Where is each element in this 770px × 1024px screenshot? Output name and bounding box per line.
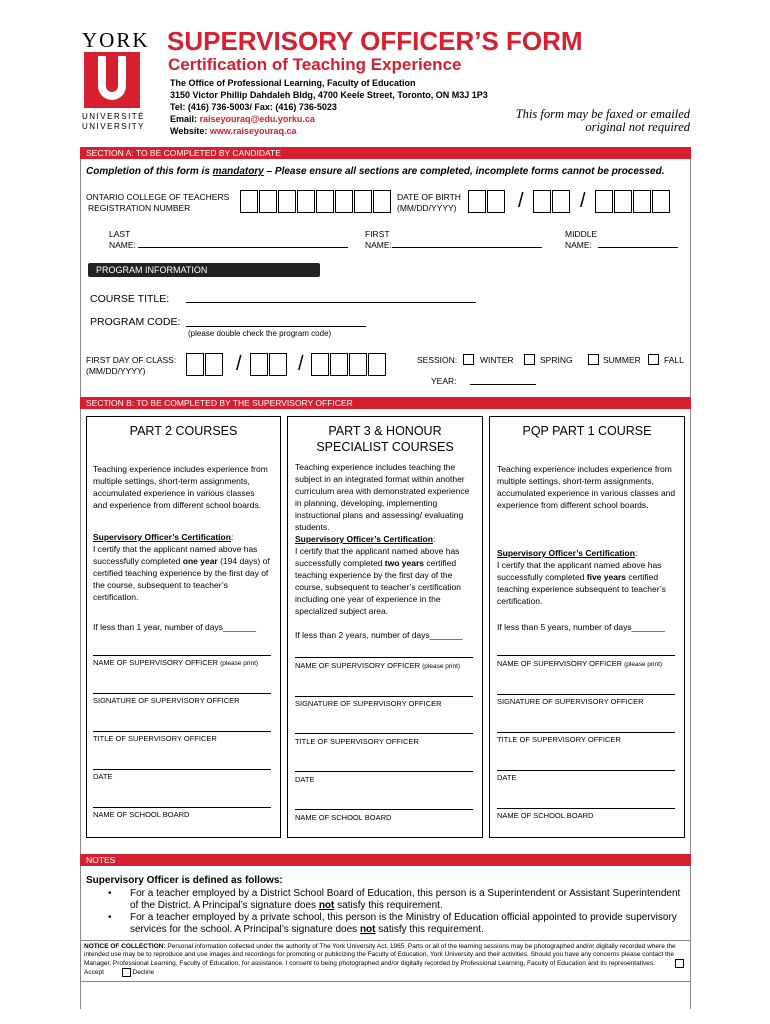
part2-date-field[interactable]	[93, 769, 271, 770]
spring-label: SPRING	[540, 355, 573, 365]
accept-label: Accept	[84, 969, 104, 977]
part2-intro: Teaching experience includes experience from multiple settings, short-term assignments, accumulated experience in various classes and experience from different school boards.	[93, 464, 268, 510]
york-u-logo	[84, 52, 140, 108]
pqp-title-field[interactable]	[497, 732, 675, 733]
last-name-label: LAST NAME:	[109, 229, 136, 250]
pqp-name-field[interactable]	[497, 655, 675, 656]
spring-checkbox[interactable]	[524, 354, 535, 365]
pqp-board-label: NAME OF SCHOOL BOARD	[497, 811, 594, 820]
winter-checkbox[interactable]	[463, 354, 474, 365]
program-code-field[interactable]	[186, 326, 366, 327]
last-name-field[interactable]	[138, 247, 348, 248]
program-code-note: (please double check the program code)	[188, 329, 332, 338]
decline-checkbox[interactable]	[122, 968, 131, 977]
notice-of-collection: NOTICE OF COLLECTION: Personal information collected under the authority of The York University Act, 1965. Parts or all of the learning sessions may be photographed and/or digitally recorded where the intended use may be to reproduce and use images and recordings for promoting or publicizing the Faculty of Education, York University and their activities. Should you have any concerns please contact the Manager, Professional Learning, Faculty of Education, for assistance. I consent to being photographed and/or digitally recorded by Professional Learning, Faculty of Education and its representatives. Accept Decline	[80, 940, 691, 982]
part3-title-field[interactable]	[295, 733, 473, 734]
middle-name-label: MIDDLE NAME:	[565, 229, 598, 250]
part2-days: If less than 1 year, number of days_______	[93, 622, 257, 632]
part2-title-label: TITLE OF SUPERVISORY OFFICER	[93, 734, 217, 743]
part2-column	[86, 416, 281, 838]
year-label: YEAR:	[431, 376, 457, 386]
pqp-date-label: DATE	[497, 773, 517, 782]
website-link[interactable]: www.raiseyouraq.ca	[209, 126, 297, 136]
fax-note: This form may be faxed or emailed original not required	[515, 107, 690, 134]
pqp-certification: Supervisory Officer’s Certification: I certify that the applicant named above has successfully completed five years certified teaching experience subsequent to teacher’s certification.	[497, 548, 666, 606]
part2-name-label: NAME OF SUPERVISORY OFFICER (please print)	[93, 658, 259, 667]
part3-board-label: NAME OF SCHOOL BOARD	[295, 813, 392, 822]
pqp-heading: PQP PART 1 COURSE	[522, 424, 652, 438]
summer-label: SUMMER	[603, 355, 641, 365]
part2-board-label: NAME OF SCHOOL BOARD	[93, 810, 190, 819]
part2-signature-label: SIGNATURE OF SUPERVISORY OFFICER	[93, 696, 240, 705]
pqp-board-field[interactable]	[497, 808, 675, 809]
part2-heading: PART 2 COURSES	[129, 424, 238, 438]
pqp-name-label: NAME OF SUPERVISORY OFFICER (please print)	[497, 659, 663, 668]
notes-heading: Supervisory Officer is defined as follows:	[86, 875, 283, 886]
fall-checkbox[interactable]	[648, 354, 659, 365]
first-name-field[interactable]	[392, 247, 542, 248]
notes-bar: NOTES	[80, 854, 691, 866]
summer-checkbox[interactable]	[588, 354, 599, 365]
dob-label: DATE OF BIRTH (MM/DD/YYYY)	[397, 192, 461, 213]
part3-days: If less than 2 years, number of days_______	[295, 630, 463, 640]
york-wordmark: YORK	[82, 28, 150, 52]
decline-label: Decline	[132, 969, 155, 977]
office-info: The Office of Professional Learning, Faculty of Education 3150 Victor Phillip Dahdaleh Bldg, 4700 Keele Street, Toronto, ON M3J 1P3 Tel: (416) 736-5003/ Fax: (416) 736-5023 Email: raiseyouraq@edu.yorku.ca Website: www.raiseyouraq.ca	[170, 78, 488, 136]
course-title-field[interactable]	[186, 302, 476, 303]
part2-date-label: DATE	[93, 772, 113, 781]
section-b-bar: SECTION B: TO BE COMPLETED BY THE SUPERVISORY OFFICER	[80, 397, 691, 409]
pqp-intro: Teaching experience includes experience from multiple settings, short-term assignments, accumulated experience in various classes and experience from different school boards.	[497, 464, 676, 510]
notes-content	[86, 875, 686, 936]
part3-column	[287, 416, 483, 838]
part3-name-label: NAME OF SUPERVISORY OFFICER (please print)	[295, 661, 461, 670]
course-title-label: COURSE TITLE:	[90, 293, 170, 305]
part3-heading: PART 3 & HONOUR SPECIALIST COURSES	[316, 424, 454, 454]
part2-board-field[interactable]	[93, 807, 271, 808]
section-a-bar: SECTION A: TO BE COMPLETED BY CANDIDATE	[80, 147, 691, 159]
fall-label: FALL	[664, 355, 684, 365]
part3-certification: Supervisory Officer’s Certification: I certify that the applicant named above has successfully completed two years certified teaching experience by the first day of the course, subsequent to teacher’s certification including one year of experience in the specialized subject area.	[295, 534, 462, 616]
part2-name-field[interactable]	[93, 655, 271, 656]
program-code-label: PROGRAM CODE:	[90, 316, 181, 328]
first-day-label: FIRST DAY OF CLASS: (MM/DD/YYYY)	[86, 355, 177, 376]
part2-signature-field[interactable]	[93, 693, 271, 694]
part2-title-field[interactable]	[93, 731, 271, 732]
first-name-label: FIRST NAME:	[365, 229, 392, 250]
part3-name-field[interactable]	[295, 657, 473, 658]
part3-date-field[interactable]	[295, 771, 473, 772]
logo-subtext: UNIVERSITÉ UNIVERSITY	[82, 112, 146, 131]
part3-signature-field[interactable]	[295, 696, 473, 697]
program-info-bar: PROGRAM INFORMATION	[88, 263, 320, 277]
notes-bullet-1: • For a teacher employed by a District School Board of Education, this person is a Superintendent or Assistant Superintendent of the District. A Principal’s signature does not satisfy this requirement.	[86, 888, 686, 912]
oct-label: ONTARIO COLLEGE OF TEACHERS REGISTRATION NUMBER	[86, 192, 230, 213]
accept-checkbox[interactable]	[675, 959, 684, 968]
pqp-column	[489, 416, 685, 838]
pqp-signature-label: SIGNATURE OF SUPERVISORY OFFICER	[497, 697, 644, 706]
winter-label: WINTER	[480, 355, 514, 365]
pqp-signature-field[interactable]	[497, 694, 675, 695]
part3-title-label: TITLE OF SUPERVISORY OFFICER	[295, 737, 419, 746]
pqp-title-label: TITLE OF SUPERVISORY OFFICER	[497, 735, 621, 744]
pqp-days: If less than 5 years, number of days_______	[497, 622, 665, 632]
notes-bullet-2: • For a teacher employed by a private school, this person is the Ministry of Education official appointed to provide supervisory services for the school. A Principal’s signature does not satisfy this requirement.	[86, 912, 686, 936]
part2-certification: Supervisory Officer’s Certification: I certify that the applicant named above has successfully completed one year (194 days) of certified teaching experience by the first day of the course, subsequent to teacher’s certification.	[93, 532, 270, 602]
year-field[interactable]	[470, 384, 536, 385]
form-title: SUPERVISORY OFFICER’S FORM	[167, 26, 583, 56]
part3-board-field[interactable]	[295, 809, 473, 810]
session-label: SESSION:	[417, 355, 458, 365]
email-link[interactable]: raiseyouraq@edu.yorku.ca	[199, 114, 315, 124]
middle-name-field[interactable]	[598, 247, 678, 248]
part3-date-label: DATE	[295, 775, 315, 784]
part3-intro: Teaching experience includes teaching the subject in an integrated format within another curriculum area with demonstrated experience in planning, developing, implementing instructional plans and assessing/ evaluating students.	[295, 462, 470, 532]
part3-signature-label: SIGNATURE OF SUPERVISORY OFFICER	[295, 699, 442, 708]
mandatory-notice: Completion of this form is mandatory – Please ensure all sections are completed, incomplete forms cannot be processed.	[86, 166, 665, 177]
pqp-date-field[interactable]	[497, 770, 675, 771]
form-subtitle: Certification of Teaching Experience	[168, 55, 462, 74]
